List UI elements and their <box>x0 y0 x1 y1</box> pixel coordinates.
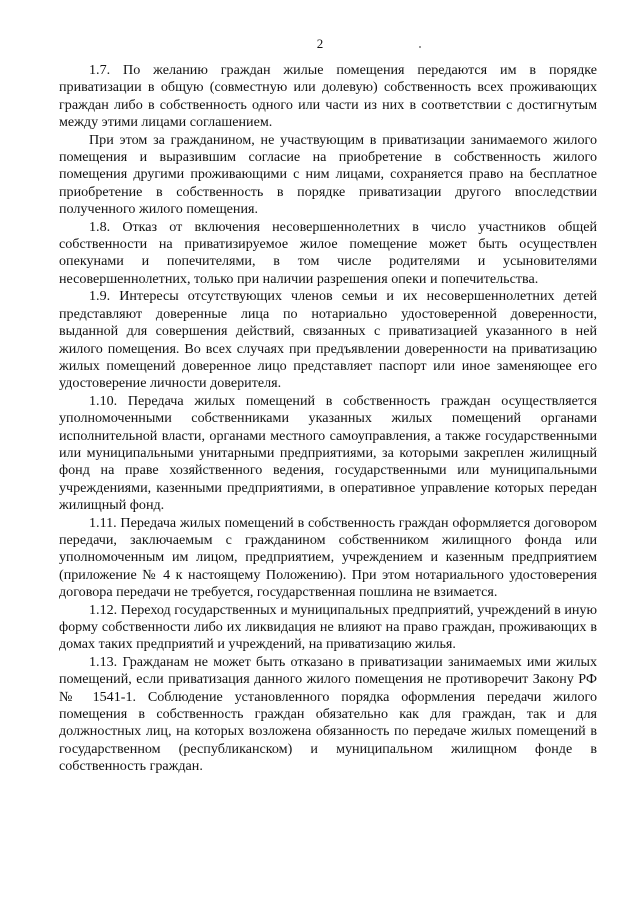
paragraph-1-13: 1.13. Гражданам не может быть отказано в приватизации занимаемых ими жилых помещений, если приватизация данного жилого помещения не противоречит Закону РФ № 1541-1. Соблюдение установленного порядка оформления передачи жилого помещения в собственность граждан обязательно как для граждан, так и для должностных лиц, на которых возложена обязанность по передаче жилых помещений в государственном (республиканском) и муниципальном жилищном фонде в собственность граждан. <box>59 653 597 775</box>
scan-speck <box>419 46 421 48</box>
document-body <box>59 62 597 776</box>
paragraph-1-10: 1.10. Передача жилых помещений в собственность граждан осуществляется уполномоченными собственниками указанных жилых помещений органами исполнительной власти, органами местного самоуправления, а также государственными или муниципальными унитарными предприятиями, за которыми закреплен жилищный фонд на праве хозяйственного ведения, государственными или муниципальными учреждениями, казенными предприятиями, в оперативное управление которых передан жилищный фонд. <box>59 392 597 514</box>
paragraph-1-9: 1.9. Интересы отсутствующих членов семьи и их несовершеннолетних детей представляют доверенные лица по нотариально удостоверенной доверенности, выданной для совершения действий, связанных с приватизацией указанного в ней жилого помещения. Во всех случаях при предъявлении доверенности на приватизацию жилых помещений доверенное лицо представляет паспорт или иное заменяющее его удостоверение личности доверителя. <box>59 288 597 392</box>
paragraph-1-7: 1.7. По желанию граждан жилые помещения передаются им в порядке приватизации в общую (совместную или долевую) собственность всех проживающих граждан либо в собственность одного или части из них в соответствии с достигнутым между этими лицами соглашением. <box>59 62 597 131</box>
paragraph-1-7-addendum: При этом за гражданином, не участвующим в приватизации занимаемого жилого помещения и выразившим согласие на приобретение в собственность жилого помещения другими проживающими с ним лицами, сохраняется право на бесплатное приобретение в собственность в порядке приватизации другого впоследствии полученного жилого помещения. <box>59 131 597 218</box>
page-number: 2 <box>316 36 324 51</box>
paragraph-1-11: 1.11. Передача жилых помещений в собственность граждан оформляется договором передачи, заключаемым с гражданином собственником жилищного фонда или уполномоченным им лицом, предприятием, учреждением и казенным предприятием (приложение № 4 к настоящему Положению). При этом нотариального удостоверения договора передачи не требуется, государственная пошлина не взимается. <box>59 514 597 601</box>
paragraph-1-12: 1.12. Переход государственных и муниципальных предприятий, учреждений в иную форму собственности либо их ликвидация не влияют на право граждан, проживающих в домах таких предприятий и учреждений, на приватизацию жилья. <box>59 601 597 653</box>
paragraph-1-8: 1.8. Отказ от включения несовершеннолетних в число участников общей собственности на приватизируемое жилое помещение может быть осуществлен опекунами и попечителями, в том числе родителями и усыновителями несовершеннолетних, только при наличии разрешения опеки и попечительства. <box>59 218 597 287</box>
